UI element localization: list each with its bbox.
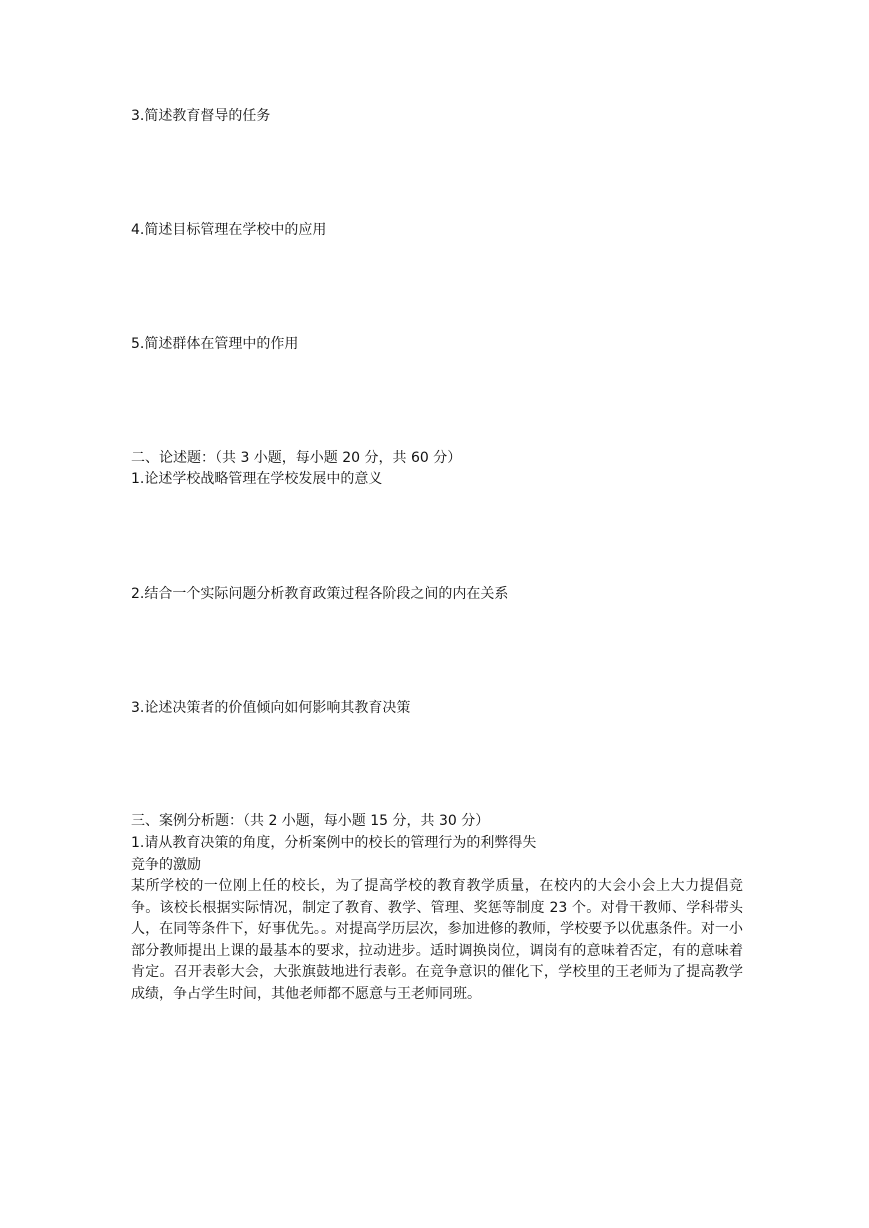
essay-question-1: 1.论述学校战略管理在学校发展中的意义 (131, 471, 383, 487)
short-question-5: 5.简述群体在管理中的作用 (131, 336, 299, 352)
essay-question-3: 3.论述决策者的价值倾向如何影响其教育决策 (131, 700, 411, 716)
case-title: 竞争的激励 (131, 857, 201, 873)
short-question-3: 3.简述教育督导的任务 (131, 108, 271, 124)
section-3-heading: 三、案例分析题：（共 2 小题，每小题 15 分，共 30 分） (131, 813, 490, 829)
essay-question-2: 2.结合一个实际问题分析教育政策过程各阶段之间的内在关系 (131, 586, 509, 602)
case-text: 某所学校的一位刚上任的校长，为了提高学校的教育教学质量，在校内的大会小会上大力提倡竞争。该校长根据实际情况，制定了教育、教学、管理、奖惩等制度 23 个。对骨干教师、学科带头人，在同等条件下，好事优先。。对提高学历层次，参加进修的教师，学校要予以优惠条件。对一小部分教师提出上课的最基本的要求，拉动进步。适时调换岗位，调岗有的意味着否定，有的意味着肯定。召开表彰大会，大张旗鼓地进行表彰。在竞争意识的催化下，学校里的王老师为了提高教学成绩，争占学生时间，其他老师都不愿意与王老师同班。 (131, 878, 743, 1002)
short-question-4: 4.简述目标管理在学校中的应用 (131, 222, 327, 238)
case-question-1: 1.请从教育决策的角度，分析案例中的校长的管理行为的利弊得失 (131, 835, 537, 851)
section-2-heading: 二、论述题：（共 3 小题，每小题 20 分，共 60 分） (131, 450, 462, 466)
